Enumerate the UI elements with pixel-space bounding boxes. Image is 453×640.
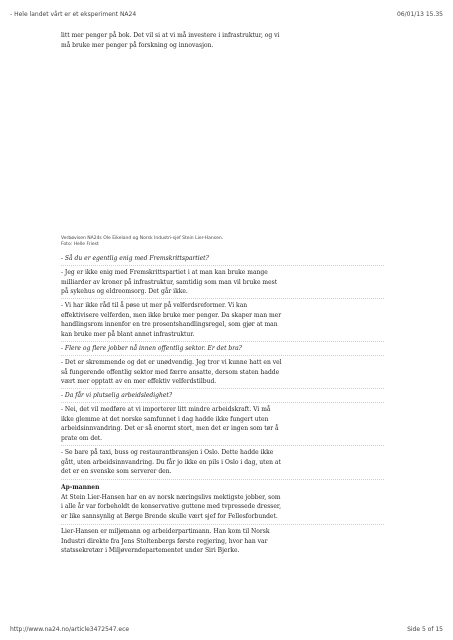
divider — [61, 402, 384, 403]
question: - Så du er egentlig enig med Fremskrittspartiet? — [61, 255, 209, 262]
divider — [61, 355, 384, 356]
paragraph: - Vi har ikke råd til å pøse ut mer på velferdsreformer. Vi kan effektivisere velferden, men ikke bruke mer penger. Da skaper man mer handlingsrom innenfor en tre prosentshandlingsregel, som gjør at man kan bruke mer på blant annet infrastruktur. — [61, 302, 282, 338]
paragraph: litt mer penger på bok. Det vil si at vi må investere i infrastruktur, og vi må bruke mer penger på forskning og innovasjon. — [61, 32, 280, 49]
page-footer — [10, 626, 443, 633]
divider — [61, 445, 384, 446]
paragraph: Lier-Hansen er miljømann og arbeiderpartimann. Han kom til Norsk Industri direkte fra Jens Stoltenbergs første regjering, hvor han var statssekretær i Miljøverndepartementet under Siri Bjerke. — [61, 528, 270, 554]
divider — [61, 298, 384, 299]
section-heading: Ap-mannen — [61, 484, 100, 491]
page-number: Side 5 of 15 — [407, 626, 443, 633]
question: - Flere og flere jobber nå innen offentlig sektor. Er det bra? — [61, 345, 242, 352]
article-photo — [61, 54, 384, 230]
paragraph: - Det er skremmende og det er unødvendig. Jeg tror vi kunne hatt en vel så fungerende offentlig sektor med færre ansatte, dersom staten hadde vært mer opptatt av en mer effektiv velferdstilbud. — [61, 359, 282, 385]
section-ap-mannen: Ap-mannen At Stein Lier-Hansen har en av norsk næringslivs mektigste jobber, som i alle år var forbeholdt de konservative guttene med tvpressede dresser, er like sannsynlig at Børge Brende skulle vært sjef for Fellesforbundet. — [61, 483, 384, 521]
footer-url: http://www.na24.no/article3472547.ece — [10, 626, 130, 633]
photo-caption — [61, 236, 384, 248]
divider — [61, 341, 384, 342]
header-title: - Hele landet vårt er et eksperiment NA24 — [10, 11, 137, 18]
caption-credit: Foto: Helle Friest — [61, 242, 99, 247]
divider — [61, 524, 384, 525]
paragraph: - Nei, det vil medføre at vi importerer litt mindre arbeidskraft. Vi må ikke glemme at det norske samfunnet i dag hadde ikke fungert uten arbeidsinnvandring. Det er så enormt stort, men det er ingen som tør å prate om det. — [61, 406, 279, 442]
caption-text: Verbøvisen NA24s Ole Eikeland og Norsk Industri-sjef Stein Lier-Hansen. — [61, 236, 224, 241]
page-header — [10, 11, 443, 18]
divider — [61, 479, 384, 480]
paragraph: - Se bare på taxi, buss og restaurantbransjen i Oslo. Dette hadde ikke gått, uten arbeidsinnvandring. Du får jo ikke en pils i Oslo i dag, uten at det er en svenske som serverer den. — [61, 449, 281, 475]
header-timestamp: 06/01/13 15.35 — [396, 11, 443, 18]
question: - Da får vi plutselig arbeidsledighet? — [61, 392, 173, 399]
paragraph: - Jeg er ikke enig med Fremskrittspartiet i at man kan bruke mange milliarder av kroner på infrastruktur, samtidig som man vil bruke mest på sykehus og eldreomsorg. Det går ikke. — [61, 269, 278, 295]
divider — [61, 388, 384, 389]
divider — [61, 265, 384, 266]
